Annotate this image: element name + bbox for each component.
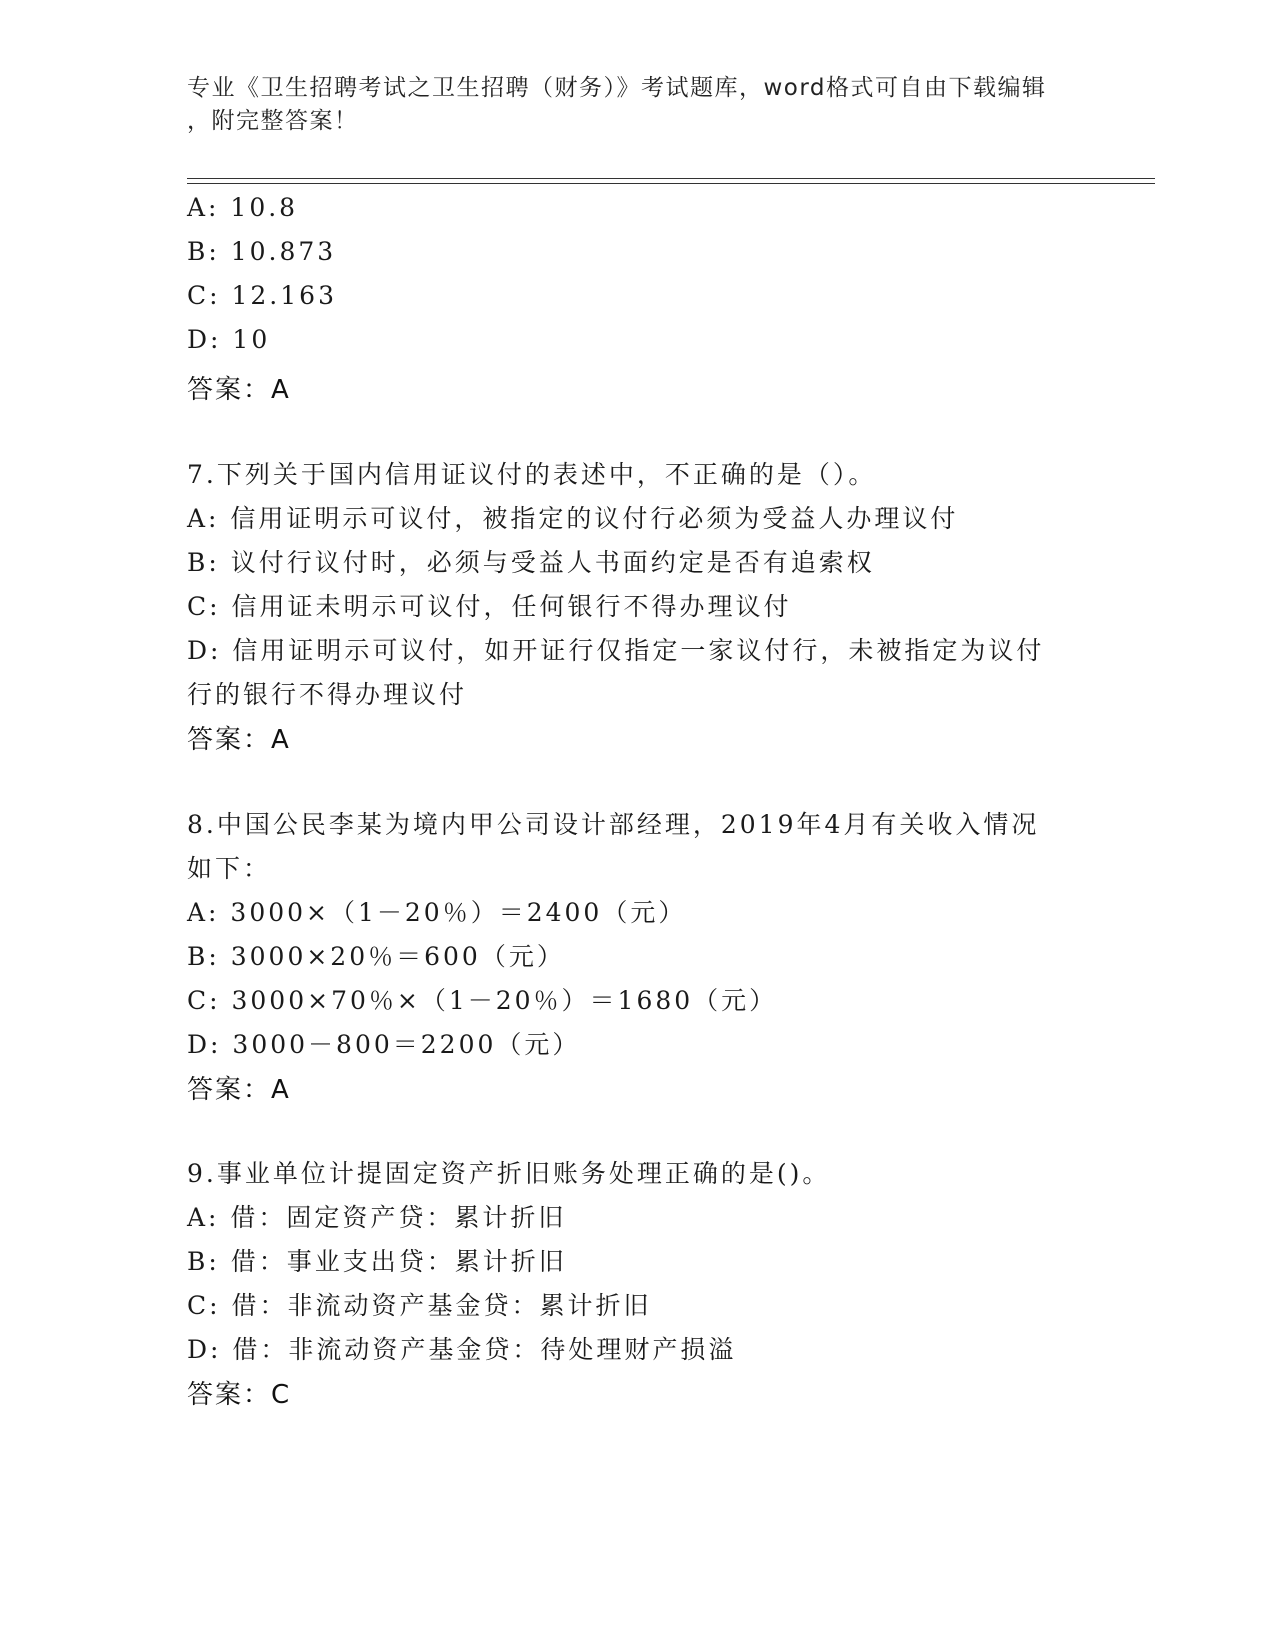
q6-option-c: C: 12.163 bbox=[187, 281, 337, 310]
q7-option-d-continued: 行的银行不得办理议付 bbox=[187, 680, 468, 709]
q8-option-d: D: 3000－800＝2200（元） bbox=[187, 1030, 581, 1059]
q9-option-d: D: 借：非流动资产基金贷：待处理财产损溢 bbox=[187, 1335, 737, 1364]
q9-option-b: B: 借：事业支出贷：累计折旧 bbox=[187, 1247, 567, 1276]
q6-option-d: D: 10 bbox=[187, 325, 271, 354]
q7-option-b: B: 议付行议付时，必须与受益人书面约定是否有追索权 bbox=[187, 548, 875, 577]
q7-option-d: D: 信用证明示可议付，如开证行仅指定一家议付行，未被指定为议付 bbox=[187, 636, 1045, 665]
q9-answer: 答案：C bbox=[187, 1380, 292, 1410]
q8-option-b: B: 3000×20％＝600（元） bbox=[187, 942, 565, 971]
q9-option-c: C: 借：非流动资产基金贷：累计折旧 bbox=[187, 1291, 652, 1320]
q9-option-a: A: 借：固定资产贷：累计折旧 bbox=[187, 1203, 567, 1232]
q7-answer: 答案：A bbox=[187, 725, 291, 755]
q7-option-a: A: 信用证明示可议付，被指定的议付行必须为受益人办理议付 bbox=[187, 504, 959, 533]
header-divider-top bbox=[187, 178, 1155, 179]
q8-stem-continued: 如下： bbox=[187, 854, 272, 883]
q6-option-a: A: 10.8 bbox=[187, 193, 299, 222]
q6-answer: 答案：A bbox=[187, 375, 291, 405]
document-header bbox=[187, 72, 1087, 138]
q7-stem: 7.下列关于国内信用证议付的表述中，不正确的是（）。 bbox=[187, 460, 877, 489]
q8-stem: 8.中国公民李某为境内甲公司设计部经理，2019年4月有关收入情况 bbox=[187, 810, 1040, 839]
q8-answer: 答案：A bbox=[187, 1075, 291, 1105]
q8-option-a: A: 3000×（1－20％）＝2400（元） bbox=[187, 898, 687, 927]
header-line-1: 专业《卫生招聘考试之卫生招聘（财务）》考试题库，word格式可自由下载编辑 bbox=[187, 75, 1047, 101]
q9-stem: 9.事业单位计提固定资产折旧账务处理正确的是()。 bbox=[187, 1159, 831, 1188]
q6-option-b: B: 10.873 bbox=[187, 237, 337, 266]
header-divider-bottom bbox=[187, 183, 1155, 184]
q8-option-c: C: 3000×70％×（1－20％）＝1680（元） bbox=[187, 986, 778, 1015]
q7-option-c: C: 信用证未明示可议付，任何银行不得办理议付 bbox=[187, 592, 792, 621]
header-line-2: ，附完整答案！ bbox=[187, 108, 359, 134]
